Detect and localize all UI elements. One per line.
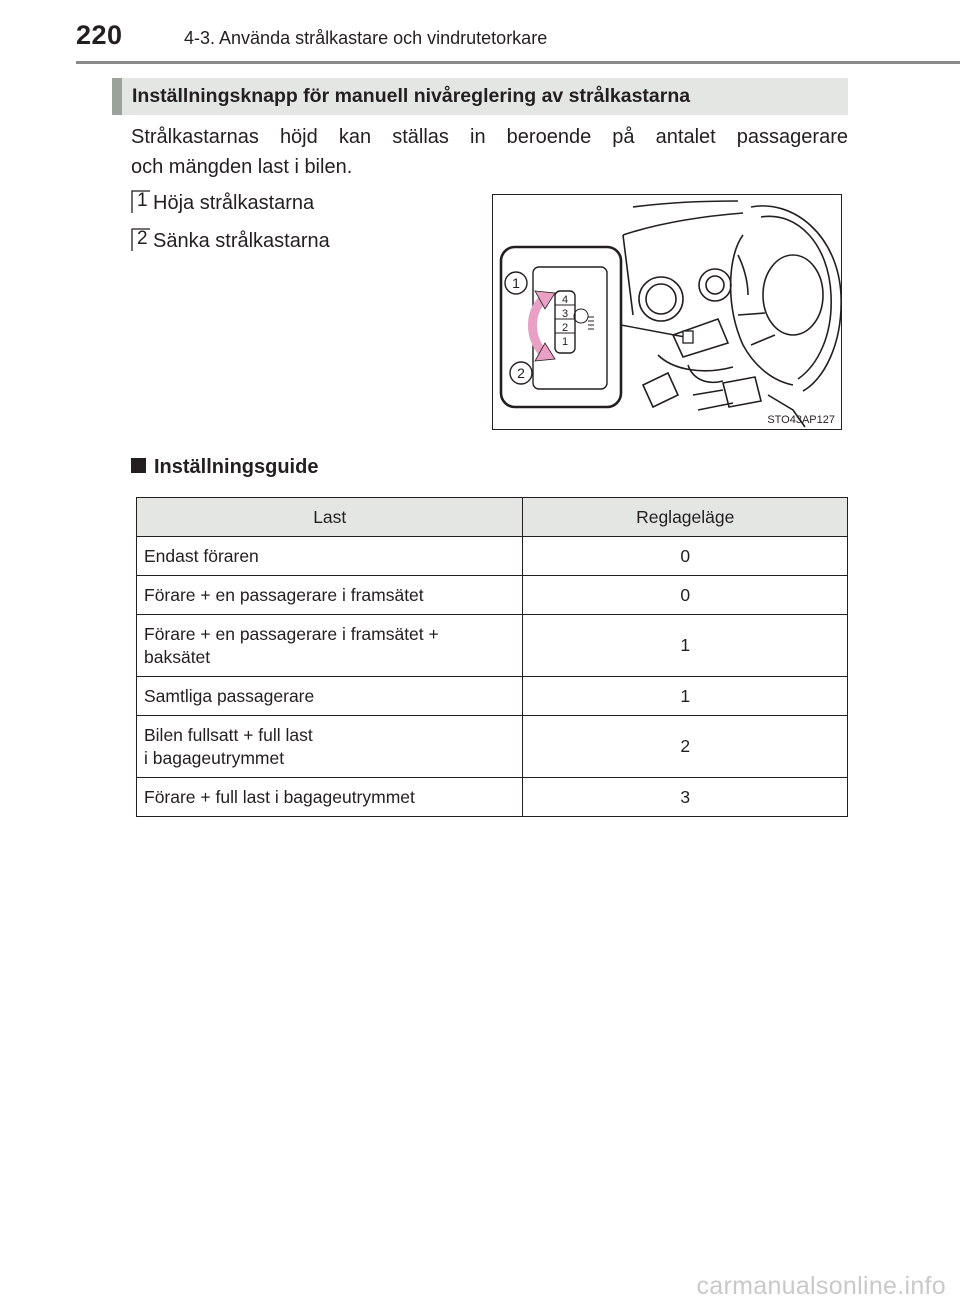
dashboard-illustration: [492, 194, 842, 430]
section-title: Inställningsknapp för manuell nivåreglering av strålkastarna: [132, 85, 691, 107]
table-row: [137, 576, 848, 615]
load-line: i bagageutrymmet: [144, 747, 285, 768]
load-cell: Förare + en passagerare i framsätet: [137, 576, 523, 615]
table-row: [137, 615, 848, 677]
settings-guide-table: [136, 497, 848, 817]
intro-line: Strålkastarnas höjd kan ställas in beroende på antalet passagerare: [131, 126, 848, 148]
step-text: Höja strålkastarna: [153, 192, 315, 214]
step-number-badge: [131, 190, 151, 212]
step-number-badge: [131, 228, 151, 250]
svg-text:1: 1: [512, 275, 520, 291]
intro-line: och mängden last i bilen.: [131, 156, 353, 178]
step-raise: [131, 190, 314, 215]
bullet-square-icon: [131, 458, 146, 473]
header-divider: [76, 61, 960, 64]
step-number: 1: [137, 190, 148, 211]
table-row: [137, 677, 848, 716]
dial-mark: 4: [561, 294, 569, 306]
dial-mark: 1: [561, 336, 569, 348]
table-row: [137, 537, 848, 576]
position-cell: 0: [523, 576, 848, 615]
load-cell: Samtliga passagerare: [137, 677, 523, 716]
intro-paragraph: [131, 122, 848, 182]
load-cell: [137, 716, 523, 778]
dashboard-drawing: [493, 195, 843, 431]
dial-mark: 3: [561, 308, 569, 320]
step-number: 2: [137, 228, 148, 249]
position-cell: 0: [523, 537, 848, 576]
column-header: Last: [137, 498, 523, 537]
load-line: Förare + en passagerare i framsätet +: [144, 623, 439, 644]
load-cell: Endast föraren: [137, 537, 523, 576]
load-cell: [137, 615, 523, 677]
guide-heading: [131, 456, 318, 479]
table-header-row: [137, 498, 848, 537]
table-row: [137, 716, 848, 778]
guide-heading-text: Inställningsguide: [154, 456, 319, 478]
section-heading-bar: [112, 78, 848, 115]
position-cell: 3: [523, 778, 848, 817]
load-line: Bilen fullsatt + full last: [144, 724, 313, 745]
position-cell: 2: [523, 716, 848, 778]
page-number: 220: [76, 20, 123, 50]
position-cell: 1: [523, 615, 848, 677]
figure-code: STO43AP127: [767, 414, 835, 426]
load-cell: Förare + full last i bagageutrymmet: [137, 778, 523, 817]
table-row: [137, 778, 848, 817]
step-text: Sänka strålkastarna: [153, 230, 330, 252]
steering-wheel-rim: [751, 206, 841, 391]
dial-mark: 2: [561, 322, 569, 334]
svg-text:2: 2: [517, 365, 525, 381]
step-lower: [131, 228, 330, 253]
column-header: Reglageläge: [523, 498, 848, 537]
chapter-title: 4-3. Använda strålkastare och vindrutetorkare: [184, 28, 548, 48]
position-cell: 1: [523, 677, 848, 716]
watermark: carmanualsonline.info: [696, 1272, 946, 1300]
load-line: baksätet: [144, 646, 211, 667]
